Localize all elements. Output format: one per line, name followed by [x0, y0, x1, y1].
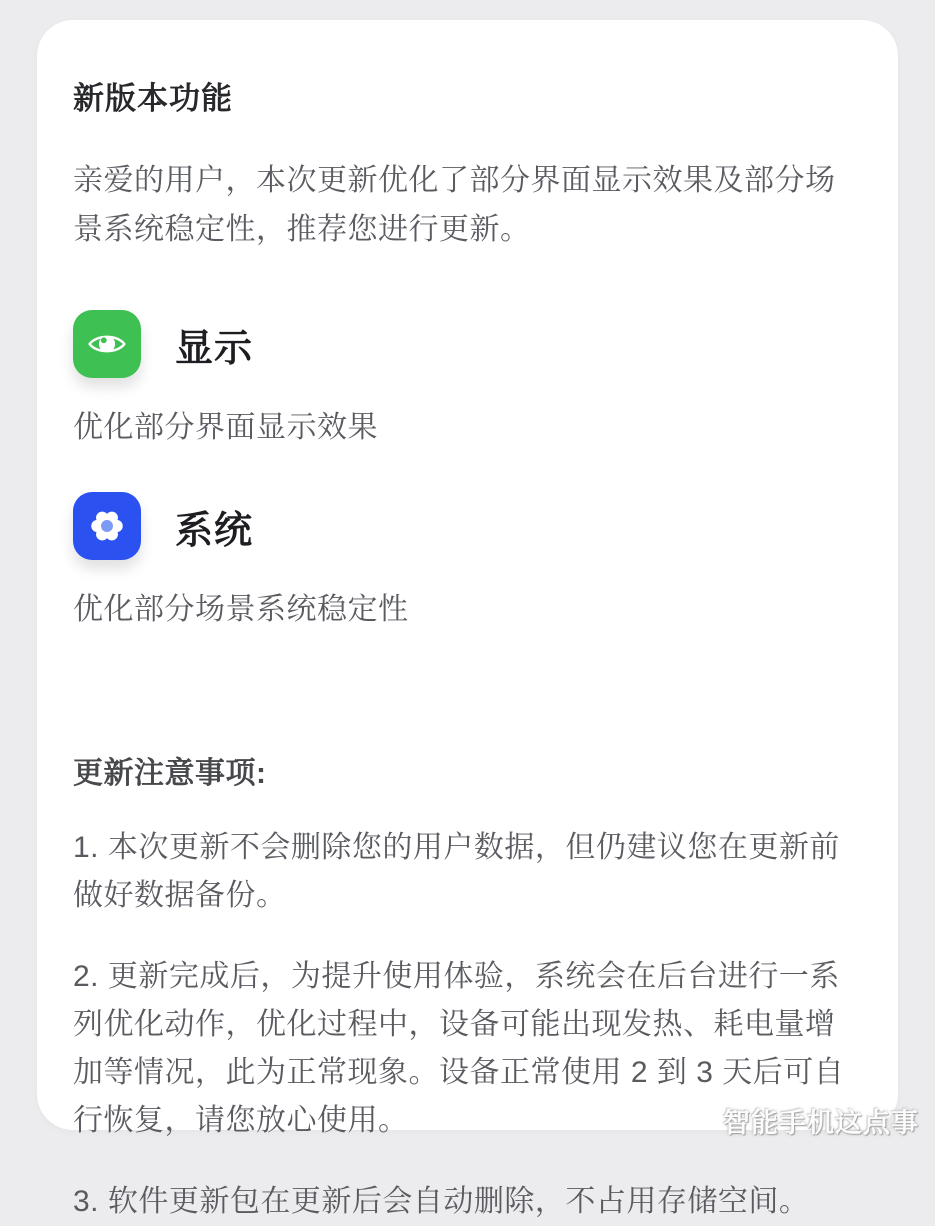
watermark: 智能手机这点事	[723, 1108, 919, 1138]
notice-item-2: 2. 更新完成后，为提升使用体验，系统会在后台进行一系列优化动作，优化过程中，设备可能出现发热、耗电量增加等情况，此为正常现象。设备正常使用 2 到 3 天后可自行恢复，请您放心使用。	[73, 960, 845, 1137]
page-title: 新版本功能	[73, 81, 233, 116]
eye-icon	[73, 310, 141, 378]
notice-item-1: 1. 本次更新不会删除您的用户数据，但仍建议您在更新前做好数据备份。	[73, 831, 840, 912]
feature-system-name: 系统	[175, 509, 254, 552]
feature-system	[73, 492, 862, 628]
update-notes-card	[37, 20, 898, 1218]
notice-item-3: 3. 软件更新包在更新后会自动删除，不占用存储空间。	[73, 1185, 810, 1218]
feature-display	[73, 310, 862, 446]
intro-text: 亲爱的用户，本次更新优化了部分界面显示效果及部分场景系统稳定性，推荐您进行更新。	[73, 164, 836, 246]
feature-system-description: 优化部分场景系统稳定性	[73, 593, 409, 626]
feature-display-header	[73, 310, 862, 378]
feature-display-name: 显示	[175, 327, 254, 370]
feature-display-description: 优化部分界面显示效果	[73, 411, 378, 444]
gear-icon	[73, 492, 141, 560]
notice-heading: 更新注意事项:	[73, 757, 267, 790]
feature-system-header	[73, 492, 862, 560]
